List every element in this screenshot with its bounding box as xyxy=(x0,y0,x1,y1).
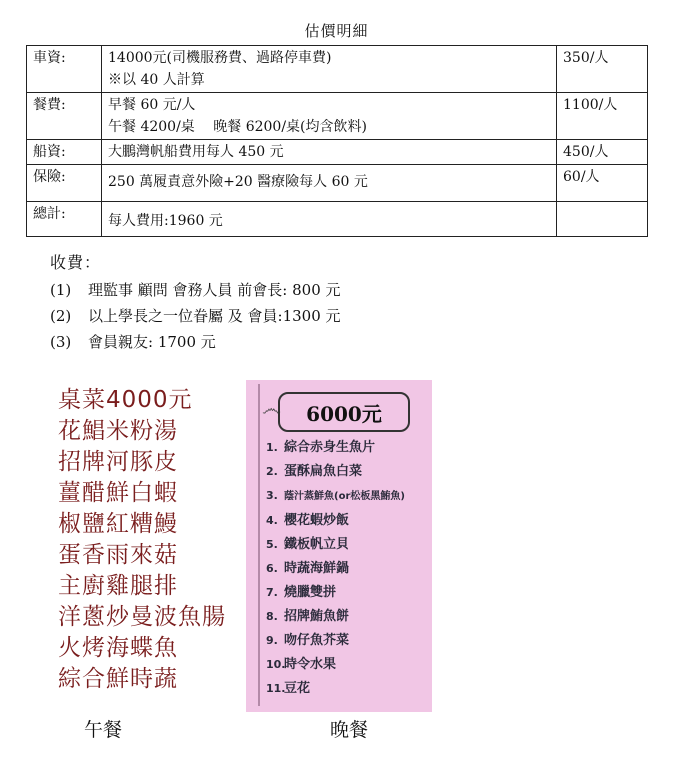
lunch-caption: 午餐 xyxy=(84,719,123,741)
dinner-menu-card xyxy=(258,384,426,706)
fee-text: 理監事 顧問 會務人員 前會長: 800 元 xyxy=(88,281,341,299)
dish-number: 2. xyxy=(266,465,278,478)
list-item xyxy=(266,605,431,629)
detail-line: 早餐 60 元/人 xyxy=(108,97,196,113)
detail-line: 大鵬灣帆船費用每人 450 元 xyxy=(108,144,284,160)
row-price: 1100/人 xyxy=(557,93,648,140)
lunch-menu-item: 招牌河豚皮 xyxy=(58,449,178,475)
dish-name: 時蔬海鮮鍋 xyxy=(284,561,350,576)
lunch-menu-item: 主廚雞腿排 xyxy=(58,573,178,599)
dish-name: 鐵板帆立貝 xyxy=(284,537,350,552)
table-row xyxy=(27,93,648,140)
dish-number: 1. xyxy=(266,441,278,454)
row-price: 350/人 xyxy=(557,46,648,93)
dish-name: 蔭汁蒸鮮魚(or松板黑鮪魚) xyxy=(284,491,405,502)
detail-line: 250 萬履責意外險+20 醫療險每人 60 元 xyxy=(108,174,368,190)
dish-number: 9. xyxy=(266,634,278,647)
detail-line: ※以 40 人計算 xyxy=(108,72,205,88)
list-item xyxy=(266,557,431,581)
list-item xyxy=(266,581,431,605)
dish-number: 5. xyxy=(266,538,278,551)
table-row xyxy=(27,202,648,237)
row-detail xyxy=(102,165,557,202)
lunch-menu-item: 火烤海蝶魚 xyxy=(58,635,178,661)
row-detail xyxy=(102,46,557,93)
list-item xyxy=(266,677,431,701)
list-item xyxy=(50,303,341,329)
list-item xyxy=(266,460,431,484)
fee-number: (2) xyxy=(50,307,72,325)
fee-text: 以上學長之一位眷屬 及 會員:1300 元 xyxy=(88,307,341,325)
fee-number: (3) xyxy=(50,333,72,351)
lunch-menu-item: 椒鹽紅糟鰻 xyxy=(58,511,178,537)
row-price xyxy=(557,202,648,237)
dish-name: 燒臘雙拼 xyxy=(284,585,337,600)
row-label: 保險: xyxy=(27,165,102,202)
dish-number: 3. xyxy=(266,489,278,502)
dish-number: 10. xyxy=(266,658,286,671)
row-price: 450/人 xyxy=(557,140,648,165)
row-label: 餐費: xyxy=(27,93,102,140)
fee-number: (1) xyxy=(50,281,72,299)
dish-number: 8. xyxy=(266,610,278,623)
dish-number: 11. xyxy=(266,682,286,695)
lunch-menu-item: 桌菜4000元 xyxy=(58,387,193,413)
row-detail xyxy=(102,93,557,140)
fee-text: 會員親友: 1700 元 xyxy=(88,333,216,351)
swirl-ornament-icon: ෴ xyxy=(262,396,281,420)
lunch-menu-item: 花鯧米粉湯 xyxy=(58,418,178,444)
fee-section xyxy=(50,250,341,355)
dish-name: 吻仔魚芥菜 xyxy=(284,633,350,648)
detail-line: 每人費用:1960 元 xyxy=(108,213,223,229)
row-detail xyxy=(102,202,557,237)
lunch-menu xyxy=(48,385,244,715)
row-label: 船資: xyxy=(27,140,102,165)
list-item xyxy=(50,277,341,303)
lunch-menu-item: 綜合鮮時蔬 xyxy=(58,666,178,692)
dish-name: 櫻花蝦炒飯 xyxy=(284,513,350,528)
list-item xyxy=(266,436,431,460)
row-label: 車資: xyxy=(27,46,102,93)
list-item xyxy=(266,509,431,533)
list-item xyxy=(266,484,431,509)
row-detail xyxy=(102,140,557,165)
table-row xyxy=(27,165,648,202)
estimate-table xyxy=(26,45,648,237)
dish-name: 時令水果 xyxy=(284,657,337,672)
row-label: 總計: xyxy=(27,202,102,237)
dish-number: 4. xyxy=(266,514,278,527)
lunch-menu-item: 洋蔥炒曼波魚腸 xyxy=(58,604,226,630)
dinner-dish-list xyxy=(266,436,431,701)
dish-name: 綜合赤身生魚片 xyxy=(284,440,376,455)
page-title: 估價明細 xyxy=(304,22,369,40)
dinner-caption: 晚餐 xyxy=(330,719,369,741)
lunch-menu-item: 薑醋鮮白蝦 xyxy=(58,480,178,506)
fee-title: 收費： xyxy=(50,253,102,272)
detail-line: 14000元(司機服務費、過路停車費) xyxy=(108,50,332,66)
table-row xyxy=(27,140,648,165)
dish-name: 招牌鮪魚餅 xyxy=(284,609,350,624)
dinner-menu-photo xyxy=(246,380,432,712)
dish-number: 6. xyxy=(266,562,278,575)
list-item xyxy=(266,533,431,557)
list-item xyxy=(266,629,431,653)
list-item xyxy=(50,329,341,355)
row-price: 60/人 xyxy=(557,165,648,202)
detail-line: 午餐 4200/桌 晚餐 6200/桌(均含飲料) xyxy=(108,119,367,135)
lunch-menu-item: 蛋香雨來菇 xyxy=(58,542,178,568)
dish-name: 蛋酥扁魚白菜 xyxy=(284,464,363,479)
dish-number: 7. xyxy=(266,586,278,599)
dinner-price-tag: 6000元 xyxy=(278,392,410,432)
list-item xyxy=(266,653,431,677)
table-row xyxy=(27,46,648,93)
dish-name: 豆花 xyxy=(284,681,311,696)
